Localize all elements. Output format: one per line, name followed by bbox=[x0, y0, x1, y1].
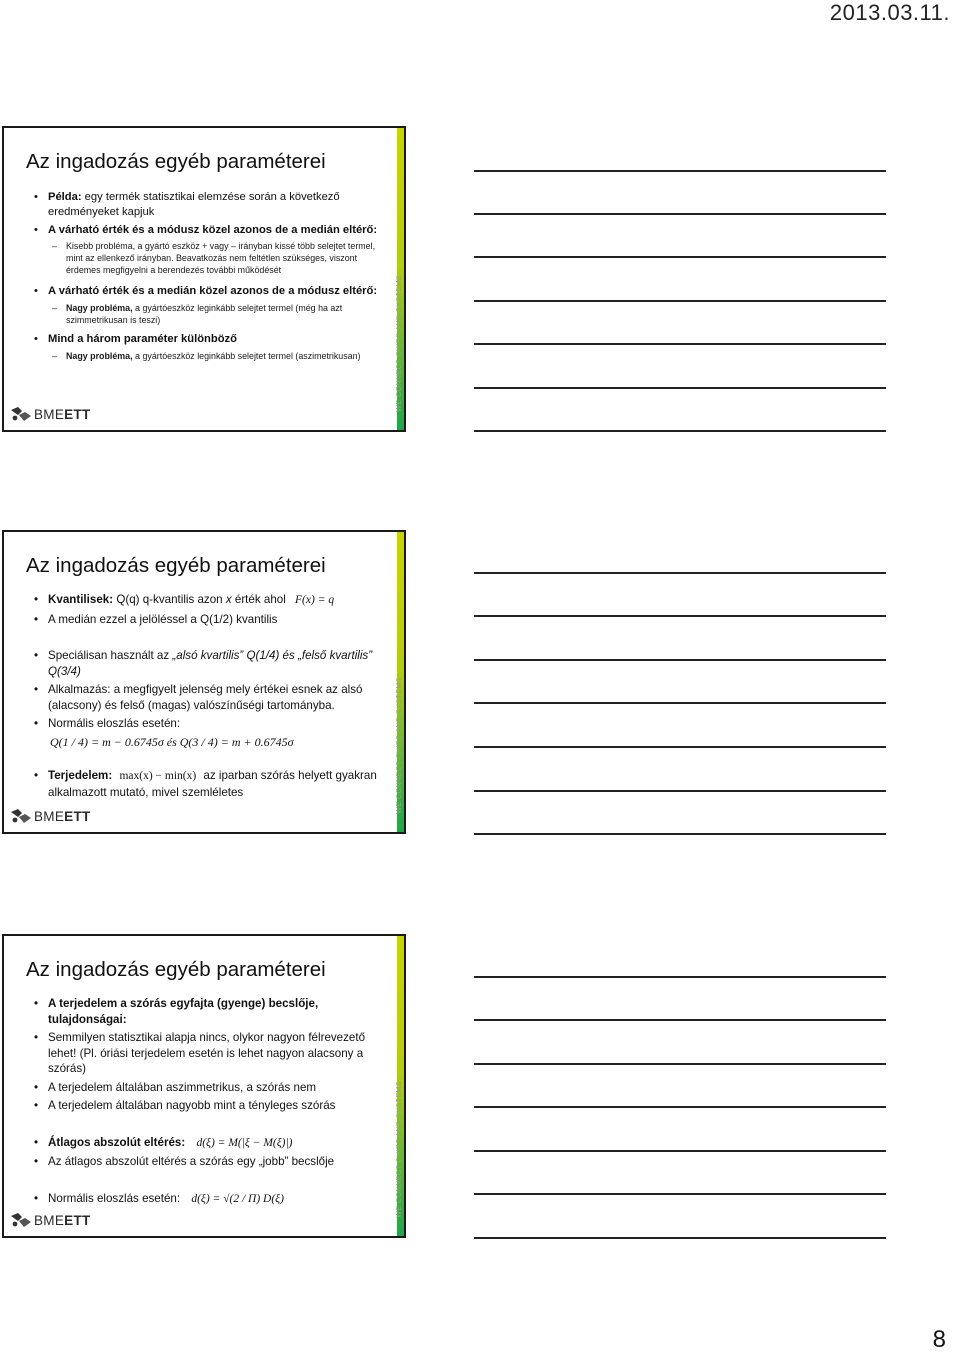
slide-2 bbox=[2, 530, 406, 834]
bullet-item: • A terjedelem általában nagyobb mint a tényleges szórás bbox=[18, 1098, 384, 1114]
bullet-item: • A várható érték és a módusz közel azonos de a medián eltérő: bbox=[18, 223, 384, 238]
sub-item: – Nagy probléma, a gyártóeszköz leginkább selejtet termel (aszimetrikusan) bbox=[18, 350, 384, 362]
slide-content bbox=[18, 996, 384, 1210]
sub-item: – Nagy probléma, a gyártóeszköz leginkább selejtet termel (még ha azt szimmetrikusan is teszi) bbox=[18, 302, 384, 326]
slide-3 bbox=[2, 934, 406, 1238]
note-line bbox=[474, 213, 886, 215]
formula: d(ξ) = √(2 / Π) D(ξ) bbox=[191, 1192, 284, 1205]
note-line bbox=[474, 387, 886, 389]
print-date: 2013.03.11. bbox=[829, 0, 950, 25]
note-line bbox=[474, 300, 886, 302]
watermark: WE CONNECT CHIPS AND SYSTEMS bbox=[396, 1081, 403, 1218]
note-line bbox=[474, 615, 886, 617]
logo-mark-icon bbox=[10, 1212, 32, 1228]
slide-title: Az ingadozás egyéb paraméterei bbox=[26, 150, 326, 173]
bullet-item: • Normális eloszlás esetén: bbox=[18, 716, 384, 732]
note-line bbox=[474, 1150, 886, 1152]
logo-mark-icon bbox=[10, 808, 32, 824]
formula: max(x) − min(x) bbox=[119, 770, 197, 782]
formula: F(x) = q bbox=[295, 594, 335, 606]
note-line bbox=[474, 702, 886, 704]
note-line bbox=[474, 659, 886, 661]
note-line bbox=[474, 1019, 886, 1021]
bullet-item: • A terjedelem a szórás egyfajta (gyenge) becslője, tulajdonságai: bbox=[18, 996, 384, 1027]
formula: d(ξ) = M(|ξ − M(ξ)|) bbox=[196, 1136, 293, 1149]
logo-mark-icon bbox=[10, 406, 32, 422]
bmeett-logo: BME ETT bbox=[10, 808, 91, 824]
slide-title: Az ingadozás egyéb paraméterei bbox=[26, 554, 326, 577]
watermark: WE CONNECT CHIPS AND SYSTEMS bbox=[396, 677, 403, 814]
slide-content bbox=[18, 190, 384, 365]
formula: Q(1 / 4) = m − 0.6745σ és Q(3 / 4) = m + 0.6745σ bbox=[50, 734, 294, 749]
bullet-item: • A medián ezzel a jelöléssel a Q(1/2) kvantilis bbox=[18, 612, 384, 628]
note-line bbox=[474, 1193, 886, 1195]
bullet-item: • Példa: egy termék statisztikai elemzése során a következő eredményeket kapjuk bbox=[18, 190, 384, 220]
note-line bbox=[474, 746, 886, 748]
bullet-item: • Normális eloszlás esetén: d(ξ) = √(2 / Π) D(ξ) bbox=[18, 1191, 384, 1208]
note-line bbox=[474, 256, 886, 258]
note-line bbox=[474, 1063, 886, 1065]
bullet-item: • Az átlagos abszolút eltérés a szórás egy „jobb” becslője bbox=[18, 1154, 384, 1170]
note-line bbox=[474, 170, 886, 172]
bmeett-logo: BME ETT bbox=[10, 1212, 91, 1228]
note-line bbox=[474, 572, 886, 574]
bullet-item: • Alkalmazás: a megfigyelt jelenség mely értékei esnek az alsó (alacsony) és felső (magas) valószínűségi tartományba. bbox=[18, 682, 384, 713]
note-line bbox=[474, 343, 886, 345]
bullet-item: • A várható érték és a medián közel azonos de a módusz eltérő: bbox=[18, 284, 384, 299]
bullet-item: • Terjedelem: max(x) − min(x) az iparban szórás helyett gyakran alkalmazott mutató, mivel szemléletes bbox=[18, 768, 384, 800]
bullet-item: • Semmilyen statisztikai alapja nincs, olykor nagyon félrevezető lehet! (Pl. óriási terjedelem esetén is lehet nagyon alacsony a szórás) bbox=[18, 1030, 384, 1077]
bullet-item: • Mind a három paraméter különböző bbox=[18, 332, 384, 347]
slide-content bbox=[18, 592, 384, 803]
note-line bbox=[474, 790, 886, 792]
slide-title: Az ingadozás egyéb paraméterei bbox=[26, 958, 326, 981]
bullet-item: • Kvantilisek: Q(q) q-kvantilis azon x érték ahol F(x) = q bbox=[18, 592, 384, 609]
note-line bbox=[474, 833, 886, 835]
bullet-item: • Speciálisan használt az „alsó kvartilis” Q(1/4) és „felső kvartilis” Q(3/4) bbox=[18, 648, 384, 679]
slide-1 bbox=[2, 126, 406, 432]
sub-item: – Kisebb probléma, a gyártó eszköz + vagy – irányban kissé több selejtet termel, mint az ellenkező irányban. Beavatkozás nem feltétlen szükséges, viszont érdemes megfigyelni a berendezés további működését bbox=[18, 240, 384, 276]
note-line bbox=[474, 430, 886, 432]
watermark: WE CONNECT CHIPS AND SYSTEMS bbox=[396, 275, 403, 412]
bullet-item: • Átlagos abszolút eltérés: d(ξ) = M(|ξ − M(ξ)|) bbox=[18, 1135, 384, 1152]
bullet-item: • A terjedelem általában aszimmetrikus, a szórás nem bbox=[18, 1080, 384, 1096]
note-line bbox=[474, 1237, 886, 1239]
note-line bbox=[474, 976, 886, 978]
bmeett-logo: BME ETT bbox=[10, 406, 91, 422]
note-line bbox=[474, 1106, 886, 1108]
page-number: 8 bbox=[932, 1326, 946, 1353]
